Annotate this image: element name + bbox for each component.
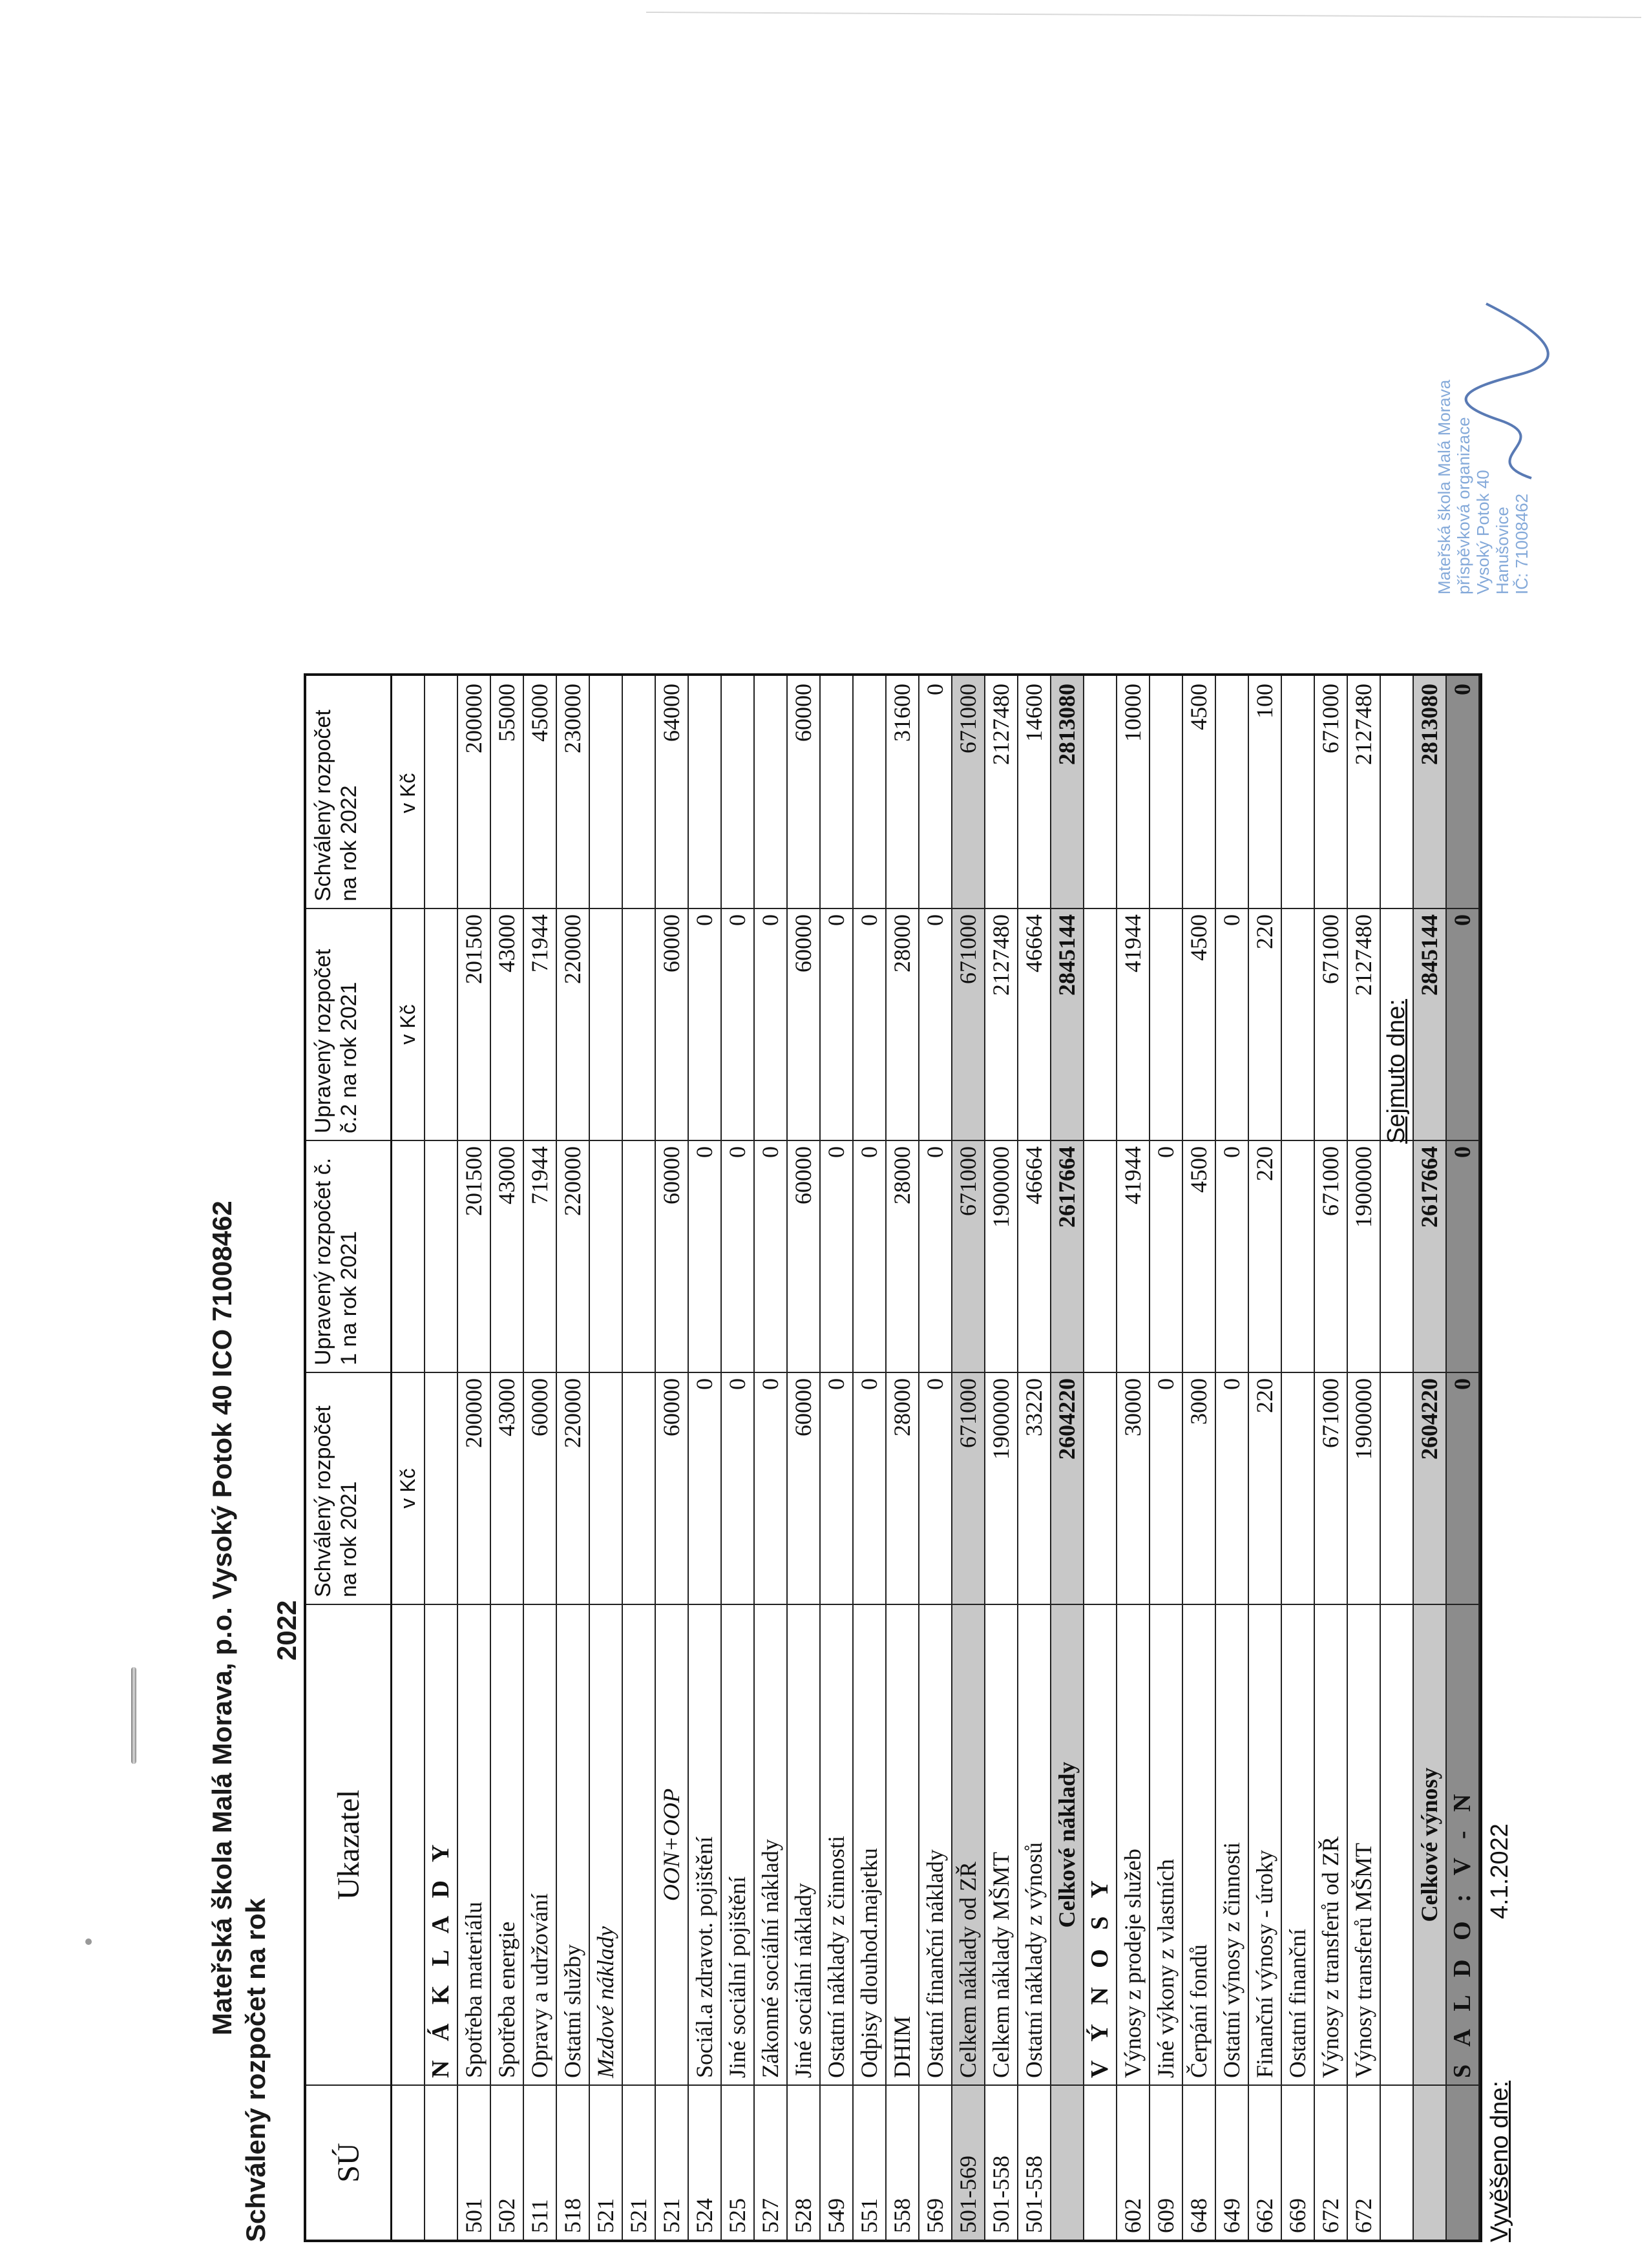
row-label: Výnosy transferů MŠMT — [1350, 1843, 1376, 2078]
row-label: Odpisy dlouhod.majetku — [856, 1848, 882, 2078]
row-value-col1: 0 — [922, 1378, 948, 1390]
document-title: Mateřská škola Malá Morava, p.o. Vysoký Potok 40 ICO 71008462 — [207, 1201, 237, 2035]
row-value-col4: 671000 — [1318, 684, 1343, 753]
row-label: Ostatní finanční náklady — [922, 1849, 948, 2078]
row-value-col2: 671000 — [955, 1146, 981, 1216]
row-su: 501-558 — [988, 2156, 1014, 2233]
row-su: 551 — [856, 2198, 882, 2233]
row-value-col3: 71944 — [527, 914, 552, 972]
row-value-col2: 220000 — [560, 1146, 585, 1216]
row-su: 502 — [494, 2198, 520, 2233]
row-value-col1: 0 — [1219, 1378, 1245, 1390]
row-value-col4: 10000 — [1120, 684, 1146, 742]
row-value-col1: 0 — [724, 1378, 750, 1390]
scan-speck — [85, 1938, 92, 1945]
row-value-col4: 200000 — [461, 684, 487, 753]
stamp-line-4: Hanušovice — [1493, 507, 1512, 594]
row-label: Výnosy z transferů od ZŘ — [1318, 1836, 1343, 2078]
table-row — [1414, 676, 1447, 2240]
row-su: 649 — [1219, 2198, 1245, 2233]
header-col1: Schválený rozpočet na rok 2021 — [311, 1405, 361, 1597]
row-value-col2: 2617664 — [1054, 1146, 1080, 1228]
row-value-col3: 28000 — [889, 914, 915, 972]
row-value-col3: 220000 — [560, 914, 585, 984]
table-row — [1381, 676, 1414, 2240]
row-value-col2: 1900000 — [1350, 1146, 1376, 1228]
row-value-col2: 60000 — [790, 1146, 816, 1204]
row-su: 672 — [1350, 2198, 1376, 2233]
row-value-col2: 4500 — [1186, 1146, 1212, 1193]
row-label: Ostatní náklady z výnosů — [1021, 1842, 1047, 2078]
row-su: 521 — [593, 2198, 618, 2233]
row-value-col2: 60000 — [658, 1146, 684, 1204]
header-col4: Schválený rozpočet na rok 2022 — [311, 709, 361, 901]
row-value-col2: 671000 — [1318, 1146, 1343, 1216]
stamp-line-5: IČ: 71008462 — [1512, 493, 1531, 594]
row-value-col4: 64000 — [658, 684, 684, 742]
table-row — [656, 676, 689, 2240]
table-row — [1051, 676, 1084, 2240]
row-label: Celkem náklady od ZŘ — [955, 1862, 981, 2078]
table-header-row — [306, 676, 392, 2240]
row-value-col3: 2127480 — [1350, 914, 1376, 996]
row-su: 524 — [691, 2198, 717, 2233]
row-value-col2: 0 — [1449, 1146, 1475, 1158]
row-value-col2: 0 — [1219, 1146, 1245, 1158]
row-su: 527 — [757, 2198, 783, 2233]
row-value-col4: 0 — [1449, 684, 1475, 695]
row-label: Spotřeba materiálu — [461, 1902, 487, 2078]
table-row — [788, 676, 821, 2240]
row-value-col2: 2617664 — [1416, 1146, 1442, 1228]
row-value-col1: 0 — [856, 1378, 882, 1390]
row-label: Spotřeba energie — [494, 1921, 520, 2078]
row-value-col1: 220000 — [560, 1378, 585, 1448]
row-value-col3: 0 — [724, 914, 750, 926]
row-value-col4: 2127480 — [1350, 684, 1376, 765]
row-value-col1: 671000 — [955, 1378, 981, 1448]
row-label: Zákonné sociální náklady — [757, 1839, 783, 2078]
row-label: Ostatní náklady z činnosti — [823, 1836, 849, 2078]
row-value-col2: 0 — [724, 1146, 750, 1158]
table-row — [1150, 676, 1183, 2240]
table-row — [1018, 676, 1051, 2240]
row-value-col3: 0 — [823, 914, 849, 926]
row-value-col2: 0 — [823, 1146, 849, 1158]
row-value-col2: 0 — [1153, 1146, 1179, 1158]
row-value-col1: 28000 — [889, 1378, 915, 1436]
row-value-col1: 30000 — [1120, 1378, 1146, 1436]
table-row — [1348, 676, 1381, 2240]
row-value-col3: 60000 — [658, 914, 684, 972]
document-year: 2022 — [271, 1600, 302, 1661]
row-value-col3: 46664 — [1021, 914, 1047, 972]
table-row — [623, 676, 656, 2240]
header-col3: Upravený rozpočet č.2 na rok 2021 — [311, 949, 361, 1133]
row-value-col3: 0 — [856, 914, 882, 926]
row-value-col3: 0 — [1449, 914, 1475, 926]
document-subtitle: Schválený rozpočet na rok — [240, 1898, 271, 2242]
row-label: Ostatní služby — [560, 1944, 585, 2078]
table-row — [557, 676, 590, 2240]
table-row — [689, 676, 722, 2240]
row-su: 558 — [889, 2198, 915, 2233]
row-label: Sociál.a zdravot. pojištění — [691, 1836, 717, 2078]
row-value-col1: 1900000 — [988, 1378, 1014, 1460]
row-value-col3: 41944 — [1120, 914, 1146, 972]
row-value-col1: 0 — [823, 1378, 849, 1390]
posted-label — [1486, 2081, 1514, 2242]
row-value-col2: 0 — [691, 1146, 717, 1158]
row-label: OON+OOP — [658, 1788, 684, 1902]
removed-label: Sejmuto dne: — [1383, 999, 1410, 1144]
row-value-col1: 0 — [757, 1378, 783, 1390]
row-value-col4: 0 — [922, 684, 948, 695]
row-label: Jiné sociální náklady — [790, 1883, 816, 2078]
row-value-col2: 0 — [856, 1146, 882, 1158]
row-value-col3: 0 — [757, 914, 783, 926]
row-label: Výnosy z prodeje služeb — [1120, 1849, 1146, 2078]
row-label: N Á K L A D Y — [427, 1838, 454, 2078]
staple-mark — [131, 1667, 136, 1764]
row-value-col4: 2813080 — [1054, 684, 1080, 765]
row-label: Celkem náklady MŠMT — [988, 1852, 1014, 2078]
table-row — [1282, 676, 1315, 2240]
table-row — [1084, 676, 1117, 2240]
row-value-col1: 2604220 — [1054, 1378, 1080, 1460]
row-su: 662 — [1252, 2198, 1277, 2233]
row-su: 501-569 — [955, 2156, 981, 2233]
table-row — [1249, 676, 1282, 2240]
table-row — [821, 676, 854, 2240]
row-su: 672 — [1318, 2198, 1343, 2233]
unit-row — [392, 676, 425, 2240]
table-row — [1447, 676, 1480, 2240]
row-value-col4: 4500 — [1186, 684, 1212, 730]
stamp-line-1: Mateřská škola Malá Morava — [1434, 379, 1454, 594]
unit-col4: v Kč — [396, 773, 419, 814]
row-label: V Ý N O S Y — [1086, 1874, 1113, 2078]
row-value-col1: 671000 — [1318, 1378, 1343, 1448]
row-value-col4: 100 — [1252, 684, 1277, 719]
row-su: 521 — [658, 2198, 684, 2233]
header-ukazatel: Ukazatel — [331, 1789, 366, 1900]
row-label: S A L D O : V - N — [1449, 1787, 1476, 2078]
row-value-col3: 60000 — [790, 914, 816, 972]
row-value-col2: 220 — [1252, 1146, 1277, 1181]
row-value-col4: 2127480 — [988, 684, 1014, 765]
row-value-col3: 0 — [922, 914, 948, 926]
table-row — [952, 676, 985, 2240]
row-label: Opravy a udržování — [527, 1893, 552, 2078]
row-value-col3: 4500 — [1186, 914, 1212, 961]
row-su: 525 — [724, 2198, 750, 2233]
row-value-col3: 2845144 — [1054, 914, 1080, 996]
row-value-col1: 0 — [1449, 1378, 1475, 1390]
row-label: Finanční výnosy - úroky — [1252, 1850, 1277, 2078]
table-row — [524, 676, 557, 2240]
row-value-col3: 2845144 — [1416, 914, 1442, 996]
row-value-col4: 55000 — [494, 684, 520, 742]
row-su: 549 — [823, 2198, 849, 2233]
posted-label-text: Vyvěšeno dne: — [1486, 2081, 1513, 2242]
scan-edge — [646, 12, 1641, 18]
table-row — [1315, 676, 1348, 2240]
budget-table — [304, 673, 1482, 2242]
row-value-col4: 230000 — [560, 684, 585, 753]
row-su: 501 — [461, 2198, 487, 2233]
row-value-col4: 2813080 — [1416, 684, 1442, 765]
table-row — [919, 676, 952, 2240]
row-value-col2: 46664 — [1021, 1146, 1047, 1204]
row-value-col1: 0 — [691, 1378, 717, 1390]
row-su: 528 — [790, 2198, 816, 2233]
row-label: Celkové výnosy — [1416, 1767, 1442, 1922]
table-row — [1183, 676, 1216, 2240]
row-value-col2: 0 — [757, 1146, 783, 1158]
row-value-col4: 31600 — [889, 684, 915, 742]
row-label: Mzdové náklady — [593, 1926, 618, 2078]
row-label: Jiné sociální pojištění — [724, 1876, 750, 2078]
row-value-col4: 60000 — [790, 684, 816, 742]
row-value-col4: 14600 — [1021, 684, 1047, 742]
row-su: 669 — [1285, 2198, 1310, 2233]
unit-col1: v Kč — [396, 1468, 419, 1509]
row-su: 511 — [527, 2199, 552, 2233]
row-value-col2: 41944 — [1120, 1146, 1146, 1204]
header-su: SÚ — [331, 2143, 366, 2183]
row-label: Ostatní výnosy z činnosti — [1219, 1842, 1245, 2078]
row-value-col3: 0 — [1219, 914, 1245, 926]
stamp-line-3: Vysoký Potok 40 — [1473, 470, 1493, 594]
budget-document — [207, 678, 1513, 2242]
row-value-col3: 671000 — [1318, 914, 1343, 984]
row-value-col1: 60000 — [790, 1378, 816, 1436]
table-row — [425, 676, 458, 2240]
row-value-col1: 200000 — [461, 1378, 487, 1448]
row-value-col1: 33220 — [1021, 1378, 1047, 1436]
table-row — [1216, 676, 1249, 2240]
row-value-col1: 60000 — [658, 1378, 684, 1436]
row-value-col3: 43000 — [494, 914, 520, 972]
table-row — [985, 676, 1018, 2240]
row-value-col3: 0 — [691, 914, 717, 926]
row-value-col2: 43000 — [494, 1146, 520, 1204]
table-row — [458, 676, 491, 2240]
row-su: 518 — [560, 2198, 585, 2233]
row-value-col2: 1900000 — [988, 1146, 1014, 1228]
header-col2: Upravený rozpočet č. 1 na rok 2021 — [311, 1157, 361, 1365]
row-value-col1: 43000 — [494, 1378, 520, 1436]
row-value-col1: 1900000 — [1350, 1378, 1376, 1460]
table-row — [590, 676, 623, 2240]
row-value-col2: 0 — [922, 1146, 948, 1158]
table-row — [491, 676, 524, 2240]
stamp-line-2: příspěvková organizace — [1454, 417, 1473, 594]
row-value-col2: 71944 — [527, 1146, 552, 1204]
row-label: DHIM — [889, 2016, 915, 2078]
table-row — [1117, 676, 1150, 2240]
table-row — [854, 676, 887, 2240]
unit-col3: v Kč — [396, 1004, 419, 1045]
row-value-col1: 2604220 — [1416, 1378, 1442, 1460]
row-value-col2: 28000 — [889, 1146, 915, 1204]
table-row — [887, 676, 919, 2240]
row-value-col1: 3000 — [1186, 1378, 1212, 1425]
table-body — [425, 676, 1480, 2240]
row-value-col3: 201500 — [461, 914, 487, 984]
row-su: 609 — [1153, 2198, 1179, 2233]
row-su: 521 — [625, 2198, 651, 2233]
row-value-col4: 671000 — [955, 684, 981, 753]
table-row — [722, 676, 755, 2240]
signature-icon — [1460, 291, 1564, 485]
school-stamp — [1434, 258, 1602, 594]
row-su: 602 — [1120, 2198, 1146, 2233]
row-su: 569 — [922, 2198, 948, 2233]
row-value-col1: 220 — [1252, 1378, 1277, 1413]
row-value-col3: 2127480 — [988, 914, 1014, 996]
row-label: Ostatní finanční — [1285, 1929, 1310, 2078]
row-su: 648 — [1186, 2198, 1212, 2233]
row-value-col3: 671000 — [955, 914, 981, 984]
table-row — [755, 676, 788, 2240]
row-value-col3: 220 — [1252, 914, 1277, 949]
row-su: 501-558 — [1021, 2156, 1047, 2233]
row-label: Jiné výkony z vlastních — [1153, 1859, 1179, 2078]
row-value-col2: 201500 — [461, 1146, 487, 1216]
row-label: Čerpání fondů — [1186, 1944, 1212, 2078]
row-label: Celkové náklady — [1054, 1761, 1080, 1928]
row-value-col1: 0 — [1153, 1378, 1179, 1390]
row-value-col4: 45000 — [527, 684, 552, 742]
posted-date: 4.1.2022 — [1486, 1823, 1513, 1919]
row-value-col1: 60000 — [527, 1378, 552, 1436]
